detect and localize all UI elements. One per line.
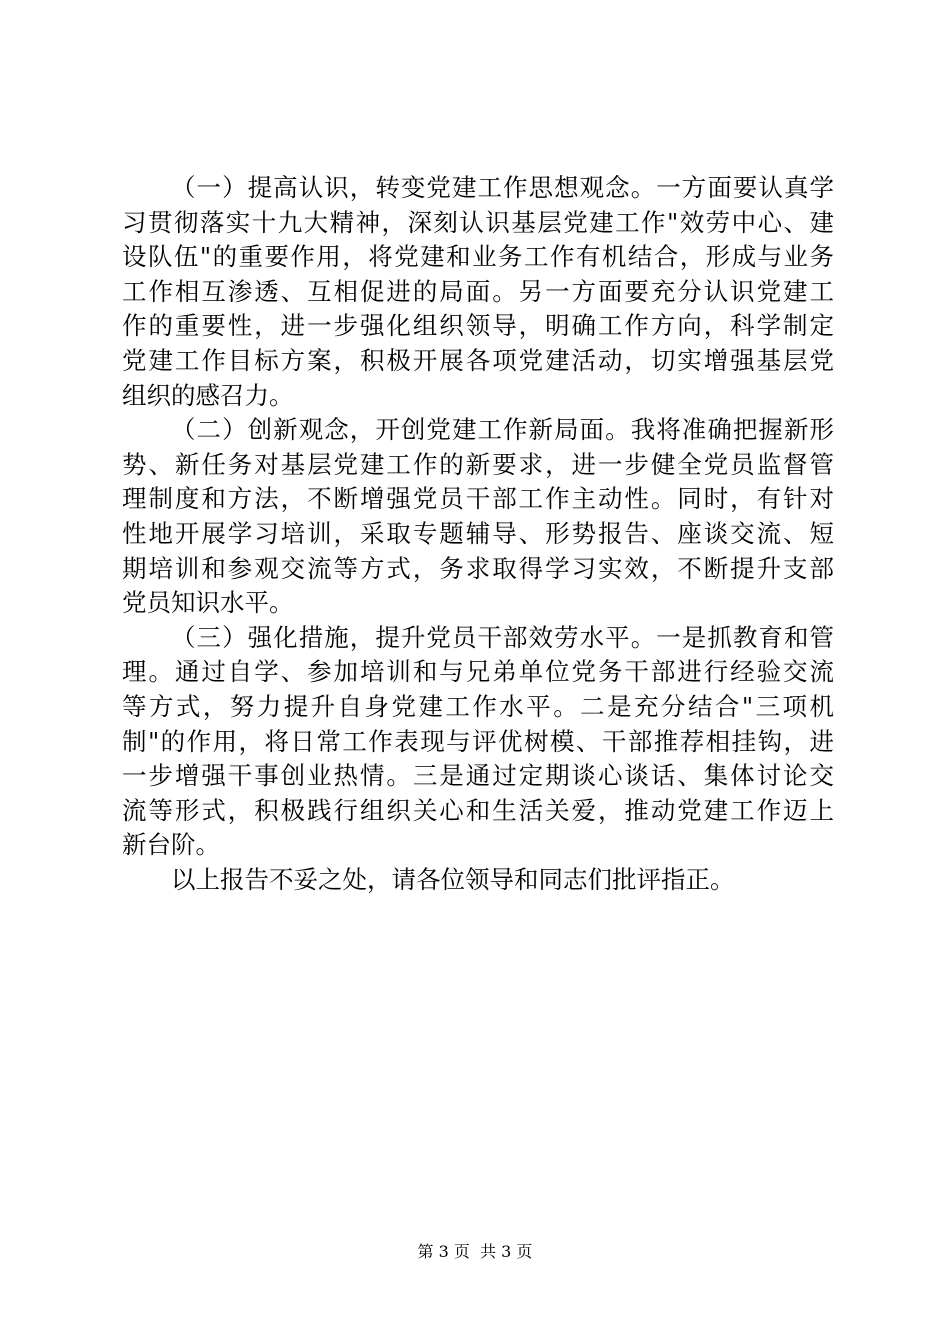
paragraph-line: （三）强化措施，提升党员干部效劳水平。一是抓教育和管 bbox=[171, 622, 834, 652]
paragraph-line: 流等形式，积极践行组织关心和生活关爱，推动党建工作迈上 bbox=[122, 795, 834, 825]
paragraph-line: 势、新任务对基层党建工作的新要求，进一步健全党员监督管 bbox=[122, 449, 834, 479]
paragraph-line: 新台阶。 bbox=[122, 830, 220, 860]
document-body bbox=[122, 171, 834, 897]
closing-line: 以上报告不妥之处，请各位领导和同志们批评指正。 bbox=[171, 864, 735, 894]
paragraph-line: 制"的作用，将日常工作表现与评优树模、干部推荐相挂钩，进 bbox=[122, 726, 834, 756]
paragraph-line: 习贯彻落实十九大精神，深刻认识基层党建工作"效劳中心、建 bbox=[122, 207, 834, 237]
paragraph-line: 组织的感召力。 bbox=[122, 380, 294, 410]
paragraph-line: 设队伍"的重要作用，将党建和业务工作有机结合，形成与业务 bbox=[122, 242, 834, 272]
paragraph-line: 等方式，努力提升自身党建工作水平。二是充分结合"三项机 bbox=[122, 691, 834, 721]
paragraph-line: 期培训和参观交流等方式，务求取得学习实效，不断提升支部 bbox=[122, 553, 834, 583]
paragraph-line: （一）提高认识，转变党建工作思想观念。一方面要认真学 bbox=[171, 173, 834, 202]
paragraph-1 bbox=[122, 171, 834, 413]
paragraph-4 bbox=[122, 863, 834, 898]
paragraph-line: 党员知识水平。 bbox=[122, 588, 294, 618]
paragraph-2 bbox=[122, 413, 834, 621]
page-number-footer: 第 3 页 共 3 页 bbox=[417, 1242, 533, 1261]
paragraph-line: 理。通过自学、参加培训和与兄弟单位党务干部进行经验交流 bbox=[122, 657, 834, 687]
paragraph-line: 理制度和方法，不断增强党员干部工作主动性。同时，有针对 bbox=[122, 484, 834, 514]
paragraph-line: 作的重要性，进一步强化组织领导，明确工作方向，科学制定 bbox=[122, 311, 834, 341]
paragraph-line: 党建工作目标方案，积极开展各项党建活动，切实增强基层党 bbox=[122, 345, 834, 375]
paragraph-line: （二）创新观念，开创党建工作新局面。我将准确把握新形 bbox=[171, 415, 834, 445]
paragraph-line: 性地开展学习培训，采取专题辅导、形势报告、座谈交流、短 bbox=[122, 518, 834, 548]
paragraph-line: 一步增强干事创业热情。三是通过定期谈心谈话、集体讨论交 bbox=[122, 761, 834, 791]
paragraph-3 bbox=[122, 621, 834, 863]
paragraph-line: 工作相互渗透、互相促进的局面。另一方面要充分认识党建工 bbox=[122, 276, 834, 306]
